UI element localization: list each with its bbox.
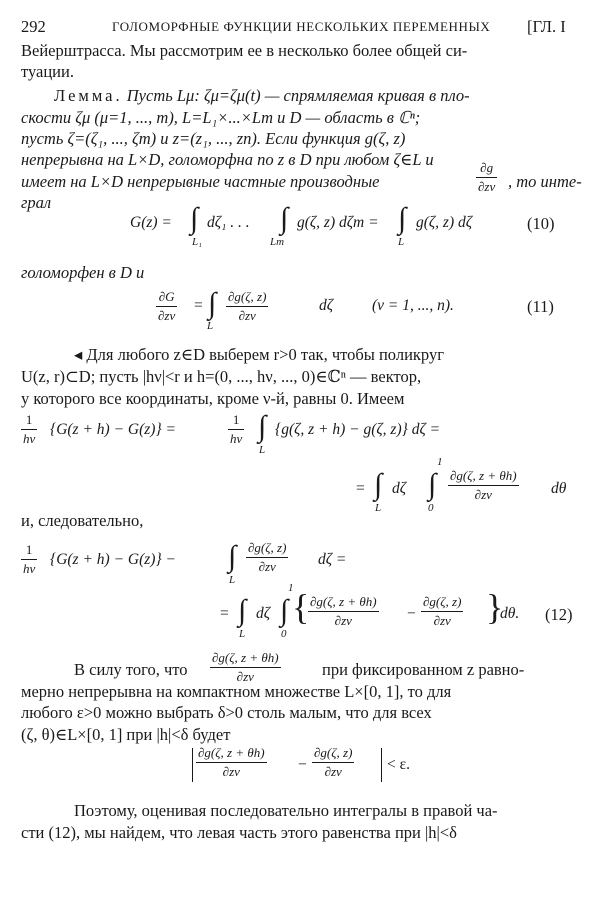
differential: dθ. [500,605,520,622]
integral-limit: L [375,502,382,514]
fraction-numerator: ∂g(ζ, z) [248,540,287,555]
partial-fraction [246,540,288,575]
integral-limit: L [239,628,246,640]
integral-limit: L [229,574,236,586]
right-brace: } [486,587,504,627]
integral-lower-limit: 0 [428,502,434,514]
differential: dζ [319,297,334,314]
text-line: (ζ, θ)∈L×[0, 1] при |h|<δ будет [21,725,231,744]
chapter-mark: [ГЛ. I [527,17,566,36]
integral-sign: ∫ [228,540,237,573]
equation-number: (11) [527,297,554,316]
partial-fraction [210,650,281,685]
integral-sign: ∫ [190,202,199,235]
text-line: туации. [21,62,74,81]
integral-limit: L [259,444,266,456]
left-brace: { [292,587,310,627]
fraction-numerator: 1 [25,412,33,427]
fraction-numerator: ∂g(ζ, z + θh) [212,650,279,665]
partial-fraction [226,289,268,324]
minus-sign: − [407,605,416,622]
partial-fraction [196,745,267,780]
text-line: ◂ Для любого z∈D выберем r>0 так, чтобы поликруг [74,345,444,364]
fraction-numerator: ∂g(ζ, z + θh) [450,468,517,483]
fraction-numerator: ∂g(ζ, z) [423,594,462,609]
text-line: сти (12), мы найдем, что левая часть этого равенства при |h|<δ [21,823,457,842]
integral-sign: ∫ [258,410,267,443]
fraction-denominator: ∂zν [238,308,256,323]
integrand: {g(ζ, z + h) − g(ζ, z)} dζ = [275,421,441,438]
lemma-heading: Лемма. [54,86,123,105]
differential: dθ [551,480,567,497]
equals-sign: = [356,480,365,497]
text-line: скости ζμ (μ=1, ..., m), L=L₁×...×Lm и D — область в ℂⁿ; [21,108,421,127]
equals-sign: = [194,297,203,314]
text-line: , то инте- [508,172,582,191]
text-line: и, следовательно, [21,511,144,530]
integral-sign: ∫ [280,594,289,627]
partial-fraction [421,594,463,629]
partial-fraction [448,468,519,503]
text-line: мерно непрерывна на компактном множестве L×[0, 1], то для [21,682,452,701]
fraction-denominator: ∂zν [474,487,492,502]
running-title: ГОЛОМОРФНЫЕ ФУНКЦИИ НЕСКОЛЬКИХ ПЕРЕМЕННЫХ [112,19,491,34]
condition: (ν = 1, ..., n). [372,297,454,314]
difference-expression: {G(z + h) − G(z)} = [50,421,176,438]
eq10-term: dζ₁ . . . [207,214,250,231]
abs-bar [381,748,382,782]
page-number: 292 [21,17,46,36]
text-line: имеет на L×D непрерывные частные производные [21,172,380,191]
fraction-denominator: ∂zν [258,559,276,574]
equation-number: (12) [545,605,573,624]
fraction-denominator: ∂zν [222,764,240,779]
partial-fraction [308,594,379,629]
integral-sign: ∫ [238,594,247,627]
integral-upper-limit: 1 [288,582,294,594]
text-line: голоморфен в D и [21,263,145,282]
partial-fraction [476,160,497,195]
fraction-denominator: ∂zν [236,669,254,684]
reciprocal-fraction [228,412,244,447]
fraction-numerator: 1 [232,412,240,427]
fraction-denominator: ∂zν [334,613,352,628]
text-line: при фиксированном z равно- [322,660,525,679]
differential: dζ = [318,551,347,568]
text-line: В силу того, что [74,660,188,679]
fraction-numerator: ∂g(ζ, z) [228,289,267,304]
fraction-denominator: ∂zν [478,179,496,194]
integral-upper-limit: 1 [437,456,443,468]
text-line: непрерывна на L×D, голоморфна по z в D при любом ζ∈L и [21,150,434,169]
integral-sign: ∫ [280,202,289,235]
text-line: пусть ζ=(ζ₁, ..., ζm) и z=(z₁, ..., zn). Если функция g(ζ, z) [21,129,406,148]
text-line: любого ε>0 можно выбрать δ>0 столь малым, что для всех [21,703,432,722]
fraction-denominator: hν [23,561,36,576]
fraction-numerator: ∂g(ζ, z) [314,745,353,760]
fraction-denominator: ∂zν [324,764,342,779]
text-line: U(z, r)⊂D; пусть |hν|<r и h=(0, ..., hν, ..., 0)∈ℂⁿ — вектор, [21,367,422,386]
lemma-line [54,87,470,105]
integral-sign: ∫ [428,468,437,501]
fraction-denominator: ∂zν [158,308,176,323]
text-line: Вейерштрасса. Мы рассмотрим ее в несколько более общей си- [21,41,468,60]
fraction-denominator: ∂zν [433,613,451,628]
text-line: Поэтому, оценивая последовательно интегралы в правой ча- [74,801,498,820]
differential: dζ [256,605,271,622]
fraction-numerator: 1 [25,542,33,557]
eq10-lhs: G(z) = [130,214,172,231]
text-line: у которого все координаты, кроме ν-й, равны 0. Имеем [21,389,405,408]
integral-limit: L [207,320,214,332]
integral-limit: L₁ [192,236,202,248]
abs-bar [192,748,193,782]
partial-fraction [312,745,354,780]
fraction-numerator: ∂g(ζ, z + θh) [310,594,377,609]
integral-limit: L [398,236,405,248]
reciprocal-fraction [21,542,37,577]
integral-lower-limit: 0 [281,628,287,640]
integral-sign: ∫ [374,468,383,501]
eq10-term: g(ζ, z) dζm = [297,214,379,231]
minus-sign: − [298,756,307,773]
integral-limit: Lm [270,236,285,248]
differential: dζ [392,480,407,497]
fraction-numerator: ∂g(ζ, z + θh) [198,745,265,760]
inequality-bound: < ε. [387,756,411,773]
integral-sign: ∫ [208,287,217,320]
eq10-term: g(ζ, z) dζ [416,214,473,231]
fraction-denominator: hν [230,431,243,446]
text-line: грал [21,193,52,212]
equals-sign: = [220,605,229,622]
integral-sign: ∫ [398,202,407,235]
lemma-text: Пусть Lμ: ζμ=ζμ(t) — спрямляемая кривая в пло- [126,86,470,105]
reciprocal-fraction [21,412,37,447]
equation-number: (10) [527,214,555,233]
fraction-numerator: ∂g [480,160,494,175]
fraction-numerator: ∂G [158,289,175,304]
partial-fraction [156,289,177,324]
fraction-denominator: hν [23,431,36,446]
difference-expression: {G(z + h) − G(z)} − [50,551,176,568]
